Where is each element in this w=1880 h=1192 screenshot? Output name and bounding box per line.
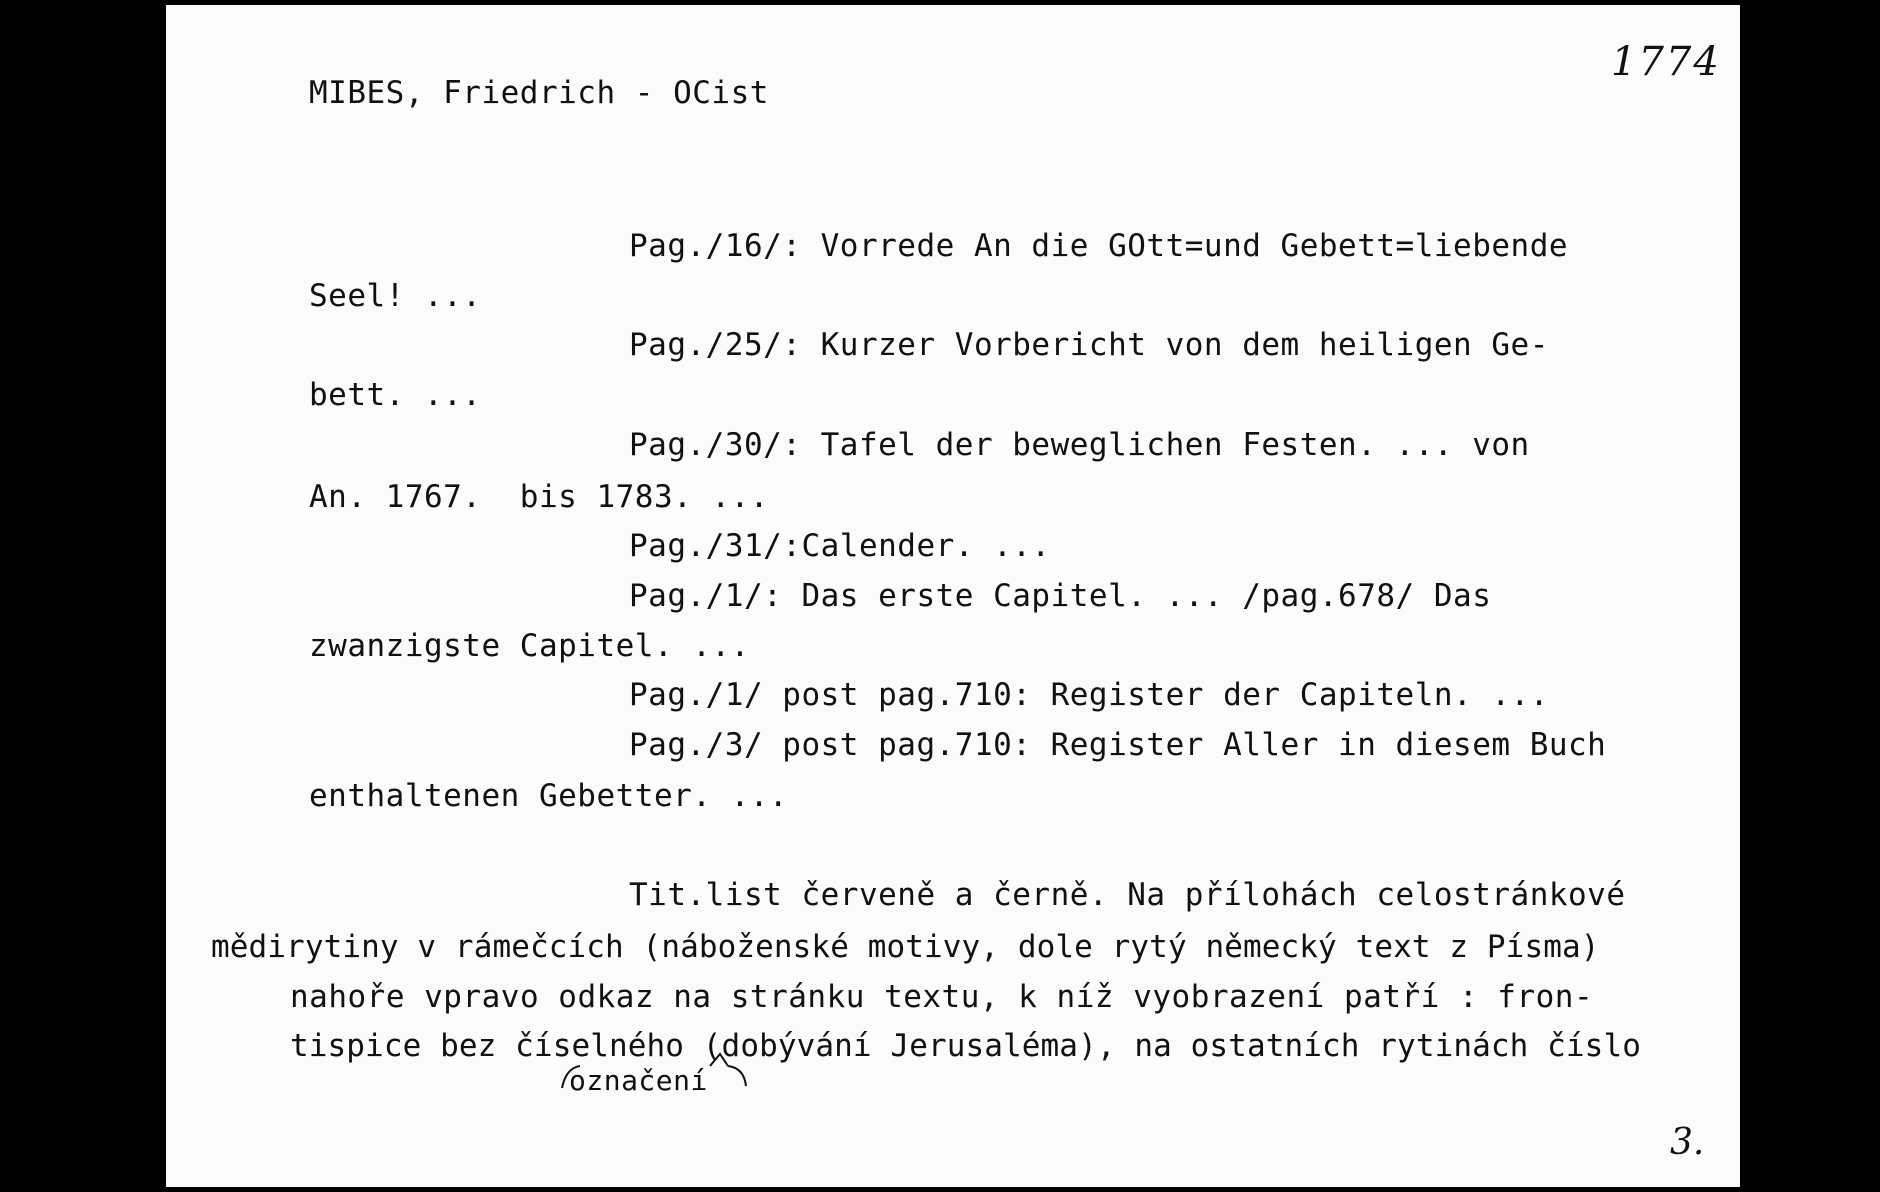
text-line: Pag./16/: Vorrede An die GOtt=und Gebett=liebende [629, 228, 1569, 264]
text-line: Pag./1/: Das erste Capitel. ... /pag.678/ Das [629, 578, 1492, 614]
note-line: tispice bez číselného (dobývání Jerusaléma), na ostatních rytinách číslo [290, 1028, 1641, 1064]
text-line: An. 1767. bis 1783. ... [309, 479, 769, 515]
text-line: bett. ... [309, 377, 482, 413]
call-number: 1774 [1611, 39, 1721, 85]
note-line: mědirytiny v rámečcích (náboženské motivy, dole rytý německý text z Písma) [211, 929, 1600, 965]
text-line: Pag./31/:Calender. ... [629, 528, 1051, 564]
text-line: Pag./1/ post pag.710: Register der Capiteln. ... [629, 677, 1549, 713]
text-line: Seel! ... [309, 278, 482, 314]
card-header: MIBES, Friedrich - OCist [309, 75, 769, 111]
text-line: enthaltenen Gebetter. ... [309, 778, 789, 814]
note-line: Tit.list červeně a černě. Na přílohách celostránkové [629, 877, 1626, 913]
insertion-text: označení [569, 1064, 708, 1097]
text-line: Pag./30/: Tafel der beweglichen Festen. ... von [629, 427, 1530, 463]
text-line: zwanzigste Capitel. ... [309, 628, 750, 664]
note-line: nahoře vpravo odkaz na stránku textu, k níž vyobrazení patří : fron- [290, 979, 1594, 1015]
text-line: Pag./25/: Kurzer Vorbericht von dem heiligen Ge- [629, 327, 1549, 363]
insertion-caret-icon [560, 1046, 750, 1090]
page-number: 3. [1670, 1122, 1705, 1163]
text-line: Pag./3/ post pag.710: Register Aller in diesem Buch [629, 727, 1607, 763]
